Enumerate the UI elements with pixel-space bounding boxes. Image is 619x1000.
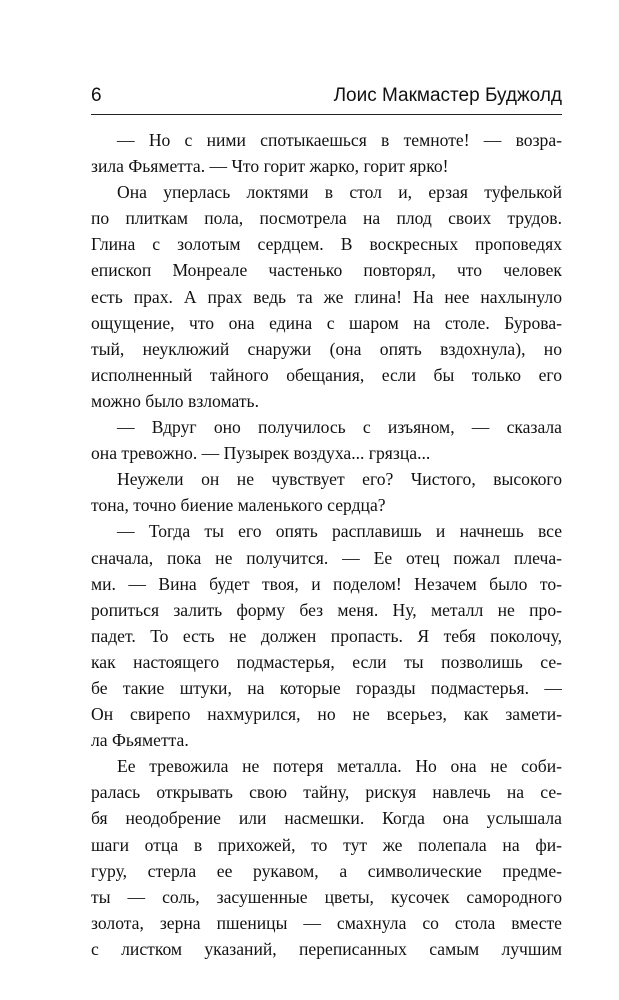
text-line: ропиться залить форму без меня. Ну, металл не про- (91, 599, 562, 620)
body-text (91, 127, 562, 962)
text-line: можно было взломать. (91, 390, 259, 411)
text-line: епископ Монреале частенько повторял, что человек (91, 260, 562, 281)
text-line: — Но с ними спотыкаешься в темноте! — возра- (117, 130, 562, 150)
text-line: тона, точно биение маленького сердца? (91, 495, 386, 516)
text-line: исполненный тайного обещания, если бы только его (91, 364, 562, 385)
running-title: Лоис Макмастер Буджолд (333, 85, 562, 106)
text-line: как настоящего подмастерья, если ты позволишь се- (91, 651, 562, 672)
header-rule (91, 114, 562, 115)
text-line: золота, зерна пшеницы — смахнула со стола вместе (91, 912, 562, 933)
text-line: по плиткам пола, посмотрела на плод своих трудов. (91, 208, 562, 229)
text-line: она тревожно. — Пузырек воздуха... грязца... (91, 443, 431, 464)
text-line: гуру, стерла ее рукавом, а символические предме- (91, 860, 562, 881)
text-line: ми. — Вина будет твоя, и поделом! Незачем было то- (91, 573, 562, 594)
text-line: Глина с золотым сердцем. В воскресных проповедях (91, 234, 562, 255)
text-line: Она уперлась локтями в стол и, ерзая туфелькой (117, 182, 562, 203)
text-line: ты — соль, засушенные цветы, кусочек самородного (91, 886, 562, 907)
text-line: тый, неуклюжий снаружи (она опять вздохнула), но (91, 338, 562, 359)
text-line: Неужели он не чувствует его? Чистого, высокого (117, 469, 562, 490)
text-line: с листком указаний, переписанных самым лучшим (91, 938, 562, 959)
page-header (91, 82, 562, 110)
text-line: Он свирепо нахмурился, но не всерьез, как замети- (91, 704, 562, 725)
text-line: Ее тревожила не потеря металла. Но она не соби- (117, 756, 562, 777)
text-line: — Вдруг оно получилось с изъяном, — сказала (117, 417, 562, 438)
text-line: ощущение, что она едина с шаром на столе. Бурова- (91, 312, 562, 333)
text-line: есть прах. А прах ведь та же глина! На нее нахлынуло (91, 286, 562, 307)
text-line: зила Фьяметта. — Что горит жарко, горит ярко! (91, 156, 449, 177)
text-line: — Тогда ты его опять расплавишь и начнешь все (117, 521, 562, 542)
page-number: 6 (91, 85, 102, 106)
text-line: сначала, пока не получится. — Ее отец пожал плеча- (91, 547, 562, 568)
text-line: бя неодобрение или насмешки. Когда она услышала (91, 808, 562, 829)
text-line: бе такие штуки, на которые горазды подмастерья. — (91, 677, 562, 698)
text-line: ла Фьяметта. (91, 730, 189, 751)
text-line: ралась открывать свою тайну, рискуя навлечь на се- (91, 782, 562, 803)
text-line: шаги отца в прихожей, то тут же полепала на фи- (91, 834, 562, 855)
text-line: падет. То есть не должен пропасть. Я тебя поколочу, (91, 625, 562, 646)
